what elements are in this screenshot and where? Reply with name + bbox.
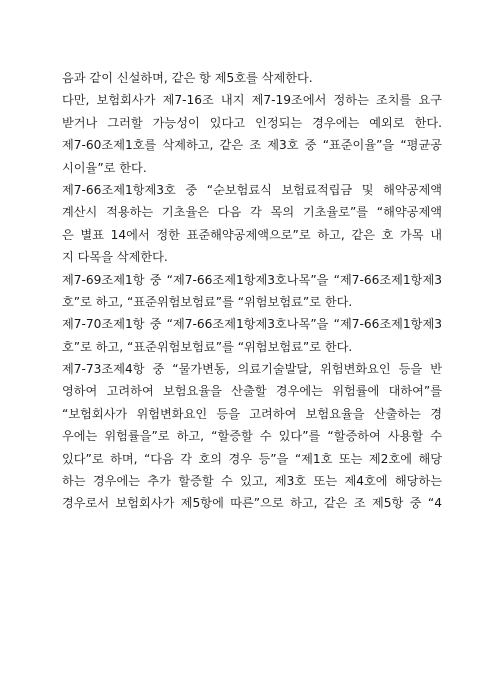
text-line-1: 음과 같이 신설하며, 같은 항 제5호를 삭제한다. — [62, 71, 313, 85]
text-line-5: 시이율”로 한다. — [62, 160, 147, 175]
text-line-18: 있다”로 하며, “다음 각 호의 경우 등”을 “제1호 또는 제2호에 해당 — [62, 451, 442, 466]
text-line-13: 호”로 하고, “표준위험보험료”를 “위험보험료”로 한다. — [62, 339, 353, 354]
text-line-6: 제7-66조제1항제3호 중 “순보험료식 보험료적립금 및 해약공제액 — [62, 182, 442, 197]
text-line-3: 받거나 그러할 가능성이 있다고 인정되는 경우에는 예외로 한다. — [62, 115, 442, 130]
text-line-9: 지 다목을 삭제한다. — [62, 250, 168, 265]
text-line-20: 경우로서 보험회사가 제5항에 따른”으로 하고, 같은 조 제5항 중 “4 — [62, 496, 442, 511]
text-line-17: 우에는 위험률을”로 하고, “할증할 수 있다”를 “할증하여 사용할 수 — [62, 429, 442, 444]
text-line-7: 계산시 적용하는 기초율은 다음 각 목의 기초율로”를 “해약공제액 — [62, 205, 442, 220]
text-line-4: 제7-60조제1호를 삭제하고, 같은 조 제3호 중 “표준이율”을 “평균공 — [62, 138, 442, 153]
text-line-10: 제7-69조제1항 중 “제7-66조제1항제3호나목”을 “제7-66조제1항제3 — [62, 272, 442, 287]
text-line-2: 다만, 보험회사가 제7-16조 내지 제7-19조에서 정하는 조치를 요구 — [62, 93, 442, 108]
text-line-15: 영하여 고려하여 보험요율을 산출할 경우에는 위험률에 대하여”를 — [62, 384, 442, 399]
text-line-12: 제7-70조제1항 중 “제7-66조제1항제3호나목”을 “제7-66조제1항제3 — [62, 317, 442, 332]
text-line-19: 하는 경우에는 추가 할증할 수 있고, 제3호 또는 제4호에 해당하는 — [62, 474, 442, 489]
text-line-11: 호”로 하고, “표준위험보험료”를 “위험보험료”로 한다. — [62, 294, 353, 309]
text-line-14: 제7-73조제4항 중 “물가변동, 의료기술발달, 위험변화요인 등을 반 — [62, 362, 442, 377]
body-text — [62, 67, 442, 515]
text-line-8: 은 별표 14에서 정한 표준해약공제액으로”로 하고, 같은 호 가목 내 — [62, 227, 442, 242]
text-line-16: “보험회사가 위험변화요인 등을 고려하여 보험요율을 산출하는 경 — [62, 406, 442, 421]
